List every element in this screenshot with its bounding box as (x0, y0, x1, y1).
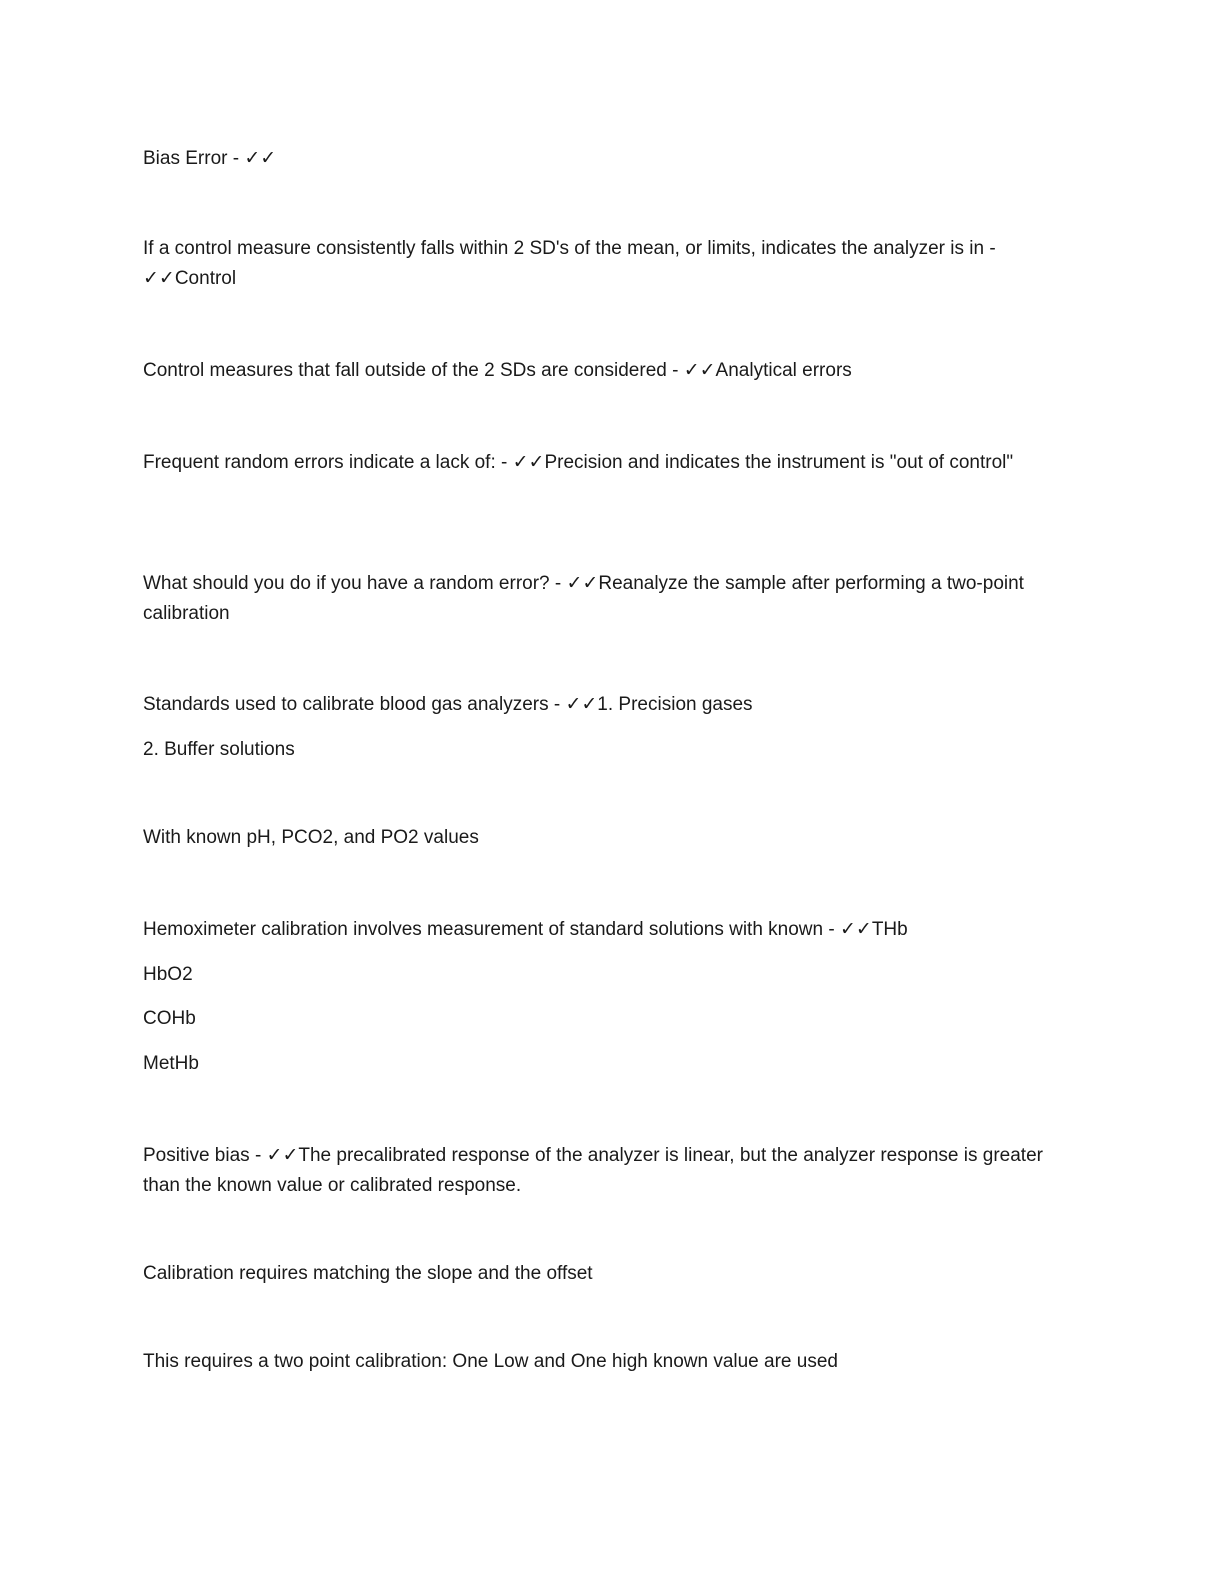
paragraph-calibration-slope: Calibration requires matching the slope and the offset (143, 1263, 593, 1284)
paragraph-bias-error: Bias Error - ✓✓ (143, 148, 277, 169)
paragraph-positive-bias: Positive bias - ✓✓The precalibrated response of the analyzer is linear, but the analyzer response is greater than the known value or calibrated response. (143, 1145, 1043, 1196)
paragraph-hbo2: HbO2 (143, 964, 193, 985)
paragraph-cohb: COHb (143, 1008, 196, 1029)
paragraph-methb: MetHb (143, 1053, 199, 1074)
paragraph-random-error-action: What should you do if you have a random error? - ✓✓Reanalyze the sample after performing a two-point calibration (143, 573, 1024, 624)
paragraph-control-measure: If a control measure consistently falls within 2 SD's of the mean, or limits, indicates the analyzer is in - ✓✓Control (143, 238, 996, 289)
paragraph-known-values: With known pH, PCO2, and PO2 values (143, 827, 479, 848)
paragraph-two-point: This requires a two point calibration: One Low and One high known value are used (143, 1351, 838, 1372)
paragraph-standards: Standards used to calibrate blood gas analyzers - ✓✓1. Precision gases (143, 694, 753, 715)
paragraph-buffer-solutions: 2. Buffer solutions (143, 739, 295, 760)
paragraph-analytical-errors: Control measures that fall outside of the 2 SDs are considered - ✓✓Analytical errors (143, 360, 852, 381)
paragraph-hemoximeter: Hemoximeter calibration involves measurement of standard solutions with known - ✓✓THb (143, 919, 908, 940)
paragraph-random-errors: Frequent random errors indicate a lack of: - ✓✓Precision and indicates the instrument is "out of control" (143, 452, 1014, 473)
